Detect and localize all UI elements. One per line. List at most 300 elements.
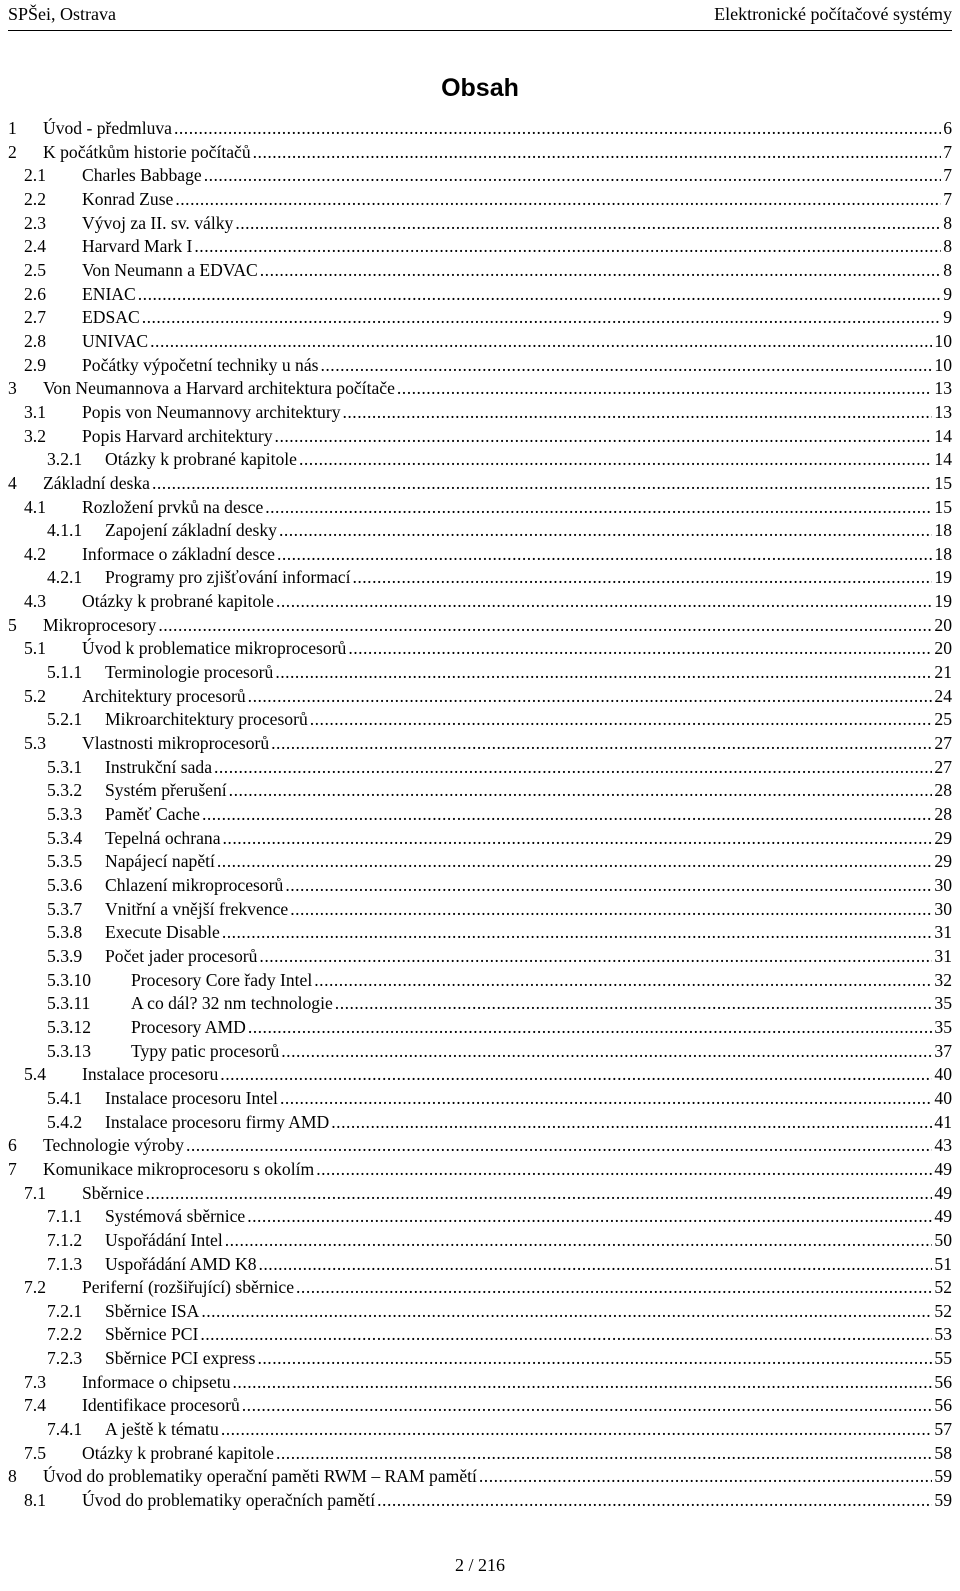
toc-entry-page: 7 (943, 188, 952, 209)
toc-entry-number: 5.3.4 (47, 827, 83, 848)
toc-entry-number: 5.1.1 (47, 662, 83, 683)
toc-entry-page: 8 (943, 259, 952, 280)
toc-entry-page: 15 (934, 472, 952, 493)
toc-entry-number: 5.3 (24, 733, 46, 754)
toc-entry-page: 13 (934, 378, 952, 399)
toc-entry-number: 5 (8, 614, 17, 635)
toc-entry-title: Procesory Core řady Intel (131, 969, 313, 990)
toc-entry-number: 3.2 (24, 425, 46, 446)
toc-entry[interactable] (8, 779, 956, 803)
toc-entry-number: 2.4 (24, 236, 46, 257)
toc-entry-title: Popis Harvard architektury (82, 425, 273, 446)
toc-entry[interactable] (8, 1040, 956, 1064)
toc-entry-title: Zapojení základní desky (105, 520, 277, 541)
toc-entry-title: Charles Babbage (82, 165, 202, 186)
toc-entry-title: Úvod do problematiky operačních pamětí (82, 1490, 376, 1511)
toc-entry-page: 52 (934, 1300, 952, 1321)
toc-entry-page: 37 (934, 1040, 952, 1061)
toc-dot-leader (248, 685, 933, 709)
toc-dot-leader (397, 377, 933, 401)
toc-entry-page: 31 (934, 945, 952, 966)
toc-dot-leader (321, 354, 933, 378)
toc-entry[interactable] (8, 1489, 956, 1513)
toc-dot-leader (275, 661, 932, 685)
toc-entry-title: Instalace procesoru (82, 1064, 219, 1085)
toc-entry[interactable] (8, 756, 956, 780)
toc-entry[interactable] (8, 425, 956, 449)
toc-dot-leader (281, 1040, 932, 1064)
toc-entry-number: 8 (8, 1466, 17, 1487)
toc-entry-number: 7.2.2 (47, 1324, 83, 1345)
toc-dot-leader (152, 472, 932, 496)
toc-entry-title: A co dál? 32 nm technologie (131, 993, 333, 1014)
toc-entry[interactable] (8, 614, 956, 638)
toc-dot-leader (214, 756, 932, 780)
toc-entry-title: Vývoj za II. sv. války (82, 212, 234, 233)
toc-entry-page: 55 (934, 1348, 952, 1369)
toc-dot-leader (235, 212, 941, 236)
page-title: Obsah (441, 74, 519, 102)
toc-entry-number: 2.2 (24, 188, 46, 209)
toc-entry-title: Počátky výpočetní techniky u nás (82, 354, 319, 375)
toc-entry[interactable] (8, 590, 956, 614)
toc-entry-number: 4.2 (24, 543, 46, 564)
toc-entry-page: 59 (934, 1490, 952, 1511)
toc-entry-page: 49 (934, 1182, 952, 1203)
toc-dot-leader (277, 543, 932, 567)
toc-entry-number: 7.5 (24, 1442, 46, 1463)
toc-entry-page: 15 (934, 496, 952, 517)
toc-entry-number: 5.3.2 (47, 780, 83, 801)
toc-entry-page: 18 (934, 520, 952, 541)
toc-entry[interactable] (8, 1347, 956, 1371)
toc-entry[interactable] (8, 992, 956, 1016)
toc-entry-number: 5.3.10 (47, 969, 91, 990)
toc-dot-leader (259, 1253, 933, 1277)
toc-dot-leader (186, 1134, 932, 1158)
toc-entry[interactable] (8, 921, 956, 945)
toc-entry-number: 5.4.1 (47, 1087, 83, 1108)
toc-entry-number: 3 (8, 378, 17, 399)
toc-entry-page: 35 (934, 993, 952, 1014)
toc-entry-number: 5.2 (24, 685, 46, 706)
toc-dot-leader (280, 1087, 932, 1111)
toc-entry-number: 5.3.7 (47, 898, 83, 919)
toc-entry[interactable] (8, 1465, 956, 1489)
toc-dot-leader (217, 850, 933, 874)
toc-entry-number: 7.3 (24, 1371, 46, 1392)
toc-entry-title: Architektury procesorů (82, 685, 246, 706)
toc-dot-leader (221, 1418, 933, 1442)
toc-entry-page: 52 (934, 1277, 952, 1298)
toc-dot-leader (310, 708, 933, 732)
toc-entry-page: 14 (934, 449, 952, 470)
header-left: SPŠei, Ostrava (8, 4, 116, 24)
toc-entry-page: 28 (934, 804, 952, 825)
page-header (0, 0, 960, 34)
toc-dot-leader (158, 614, 932, 638)
toc-entry-number: 7 (8, 1158, 17, 1179)
toc-dot-leader (229, 779, 933, 803)
toc-entry[interactable] (8, 188, 956, 212)
toc-dot-leader (200, 1323, 932, 1347)
toc-entry-number: 7.2.3 (47, 1348, 83, 1369)
toc-entry-page: 59 (934, 1466, 952, 1487)
toc-entry-page: 43 (934, 1135, 952, 1156)
toc-entry[interactable] (8, 1323, 956, 1347)
toc-entry[interactable] (8, 141, 956, 165)
toc-entry-number: 5.4 (24, 1064, 46, 1085)
toc-entry-page: 31 (934, 922, 952, 943)
toc-dot-leader (253, 141, 942, 165)
toc-entry-title: Rozložení prvků na desce (82, 496, 264, 517)
toc-entry-number: 5.3.3 (47, 804, 83, 825)
toc-dot-leader (222, 921, 933, 945)
toc-entry[interactable] (8, 1182, 956, 1206)
toc-entry-number: 4.3 (24, 591, 46, 612)
toc-entry-page: 27 (934, 756, 952, 777)
toc-entry[interactable] (8, 543, 956, 567)
toc-entry-number: 7.4.1 (47, 1419, 83, 1440)
toc-dot-leader (260, 259, 941, 283)
toc-entry-number: 2.1 (24, 165, 46, 186)
toc-dot-leader (138, 283, 941, 307)
toc-entry-title: Uspořádání Intel (105, 1229, 223, 1250)
toc-entry[interactable] (8, 1205, 956, 1229)
toc-dot-leader (247, 1205, 932, 1229)
toc-dot-leader (259, 945, 932, 969)
toc-entry[interactable] (8, 708, 956, 732)
toc-entry[interactable] (8, 354, 956, 378)
toc-entry-page: 19 (934, 591, 952, 612)
toc-entry-title: Otázky k probrané kapitole (82, 1442, 274, 1463)
toc-entry-number: 5.3.13 (47, 1040, 91, 1061)
toc-dot-leader (175, 188, 941, 212)
toc-entry-title: Informace o chipsetu (82, 1371, 231, 1392)
toc-entry-page: 27 (934, 733, 952, 754)
toc-dot-leader (146, 1182, 933, 1206)
toc-entry[interactable] (8, 566, 956, 590)
toc-entry[interactable] (8, 1442, 956, 1466)
toc-entry-title: UNIVAC (82, 330, 149, 351)
toc-entry[interactable] (8, 283, 956, 307)
header-rule (8, 30, 952, 31)
toc-entry-title: Instalace procesoru Intel (105, 1087, 278, 1108)
toc-entry-page: 35 (934, 1016, 952, 1037)
toc-entry-title: Otázky k probrané kapitole (105, 449, 297, 470)
toc-entry-title: Von Neumannova a Harvard architektura počítače (43, 378, 395, 399)
toc-entry-title: Vlastnosti mikroprocesorů (82, 733, 270, 754)
toc-dot-leader (276, 590, 932, 614)
toc-entry-number: 8.1 (24, 1490, 46, 1511)
toc-entry-title: Otázky k probrané kapitole (82, 591, 274, 612)
toc-entry-number: 4.1 (24, 496, 46, 517)
header-right: Elektronické počítačové systémy (714, 4, 952, 24)
toc-entry-page: 24 (934, 685, 952, 706)
toc-entry[interactable] (8, 259, 956, 283)
toc-entry[interactable] (8, 1087, 956, 1111)
toc-dot-leader (279, 519, 932, 543)
toc-entry-number: 5.3.5 (47, 851, 83, 872)
toc-dot-leader (242, 1394, 933, 1418)
toc-entry-page: 56 (934, 1395, 952, 1416)
toc-dot-leader (204, 164, 942, 188)
toc-entry-number: 4 (8, 472, 17, 493)
toc-dot-leader (285, 874, 932, 898)
toc-entry-number: 6 (8, 1135, 17, 1156)
toc-entry[interactable] (8, 898, 956, 922)
toc-dot-leader (223, 827, 933, 851)
toc-entry-number: 5.3.1 (47, 756, 83, 777)
toc-entry[interactable] (8, 519, 956, 543)
table-of-contents (8, 117, 956, 1513)
toc-entry-title: Typy patic procesorů (131, 1040, 280, 1061)
toc-entry-title: Počet jader procesorů (105, 945, 258, 966)
toc-entry[interactable] (8, 850, 956, 874)
toc-dot-leader (275, 425, 933, 449)
toc-entry-title: Instalace procesoru firmy AMD (105, 1111, 330, 1132)
toc-entry-number: 2.3 (24, 212, 46, 233)
toc-entry-page: 10 (934, 330, 952, 351)
toc-entry-title: Tepelná ochrana (105, 827, 221, 848)
toc-entry-number: 4.2.1 (47, 567, 83, 588)
toc-entry-title: Mikroprocesory (43, 614, 157, 635)
toc-entry[interactable] (8, 212, 956, 236)
toc-entry[interactable] (8, 448, 956, 472)
toc-entry-title: Instrukční sada (105, 756, 212, 777)
toc-entry[interactable] (8, 732, 956, 756)
toc-entry[interactable] (8, 1300, 956, 1324)
toc-entry[interactable] (8, 827, 956, 851)
toc-dot-leader (150, 330, 932, 354)
toc-entry-title: Execute Disable (105, 922, 220, 943)
toc-entry-number: 5.3.12 (47, 1016, 91, 1037)
toc-dot-leader (276, 1442, 932, 1466)
toc-entry-page: 20 (934, 638, 952, 659)
toc-entry[interactable] (8, 685, 956, 709)
toc-entry-page: 21 (934, 662, 952, 683)
toc-dot-leader (314, 969, 932, 993)
toc-entry-title: Sběrnice PCI (105, 1324, 199, 1345)
toc-entry-page: 30 (934, 875, 952, 895)
toc-entry[interactable] (8, 164, 956, 188)
toc-entry-number: 2.7 (24, 307, 46, 328)
toc-entry[interactable] (8, 472, 956, 496)
toc-entry-title: Terminologie procesorů (105, 662, 274, 683)
toc-entry-title: Informace o základní desce (82, 543, 275, 564)
toc-entry-number: 3.1 (24, 401, 46, 422)
toc-entry-title: EDSAC (82, 307, 140, 328)
toc-entry[interactable] (8, 1158, 956, 1182)
toc-entry-page: 18 (934, 543, 952, 564)
toc-dot-leader (343, 401, 933, 425)
toc-entry[interactable] (8, 235, 956, 259)
toc-entry-title: Harvard Mark I (82, 236, 193, 257)
toc-entry-title: Komunikace mikroprocesoru s okolím (43, 1158, 315, 1179)
toc-entry-page: 41 (934, 1111, 952, 1132)
toc-entry-number: 7.1.1 (47, 1206, 83, 1227)
toc-entry-number: 5.1 (24, 638, 46, 659)
toc-entry-title: Popis von Neumannovy architektury (82, 401, 341, 422)
toc-entry-page: 57 (934, 1419, 952, 1440)
toc-entry-number: 7.1 (24, 1182, 46, 1203)
toc-entry[interactable] (8, 945, 956, 969)
toc-entry[interactable] (8, 661, 956, 685)
toc-entry-title: Procesory AMD (131, 1016, 246, 1037)
toc-entry[interactable] (8, 1371, 956, 1395)
toc-entry-page: 7 (943, 141, 952, 162)
toc-entry-number: 5.3.6 (47, 875, 83, 895)
toc-entry[interactable] (8, 1276, 956, 1300)
toc-entry-page: 40 (934, 1064, 952, 1085)
toc-entry-page: 13 (934, 401, 952, 422)
toc-entry[interactable] (8, 496, 956, 520)
toc-entry-page: 29 (934, 827, 952, 848)
toc-entry-page: 29 (934, 851, 952, 872)
toc-dot-leader (220, 1063, 932, 1087)
toc-entry[interactable] (8, 306, 956, 330)
toc-entry[interactable] (8, 803, 956, 827)
toc-entry-title: Identifikace procesorů (82, 1395, 240, 1416)
toc-entry-title: Vnitřní a vnější frekvence (105, 898, 289, 919)
toc-entry[interactable] (8, 1418, 956, 1442)
toc-entry-title: Technologie výroby (43, 1135, 184, 1156)
page-number: 2 / 216 (454, 1555, 505, 1575)
toc-entry[interactable] (8, 1253, 956, 1277)
toc-entry[interactable] (8, 1229, 956, 1253)
toc-entry-number: 5.3.9 (47, 945, 83, 966)
toc-dot-leader (233, 1371, 933, 1395)
toc-entry-number: 3.2.1 (47, 449, 83, 470)
toc-entry-title: Sběrnice ISA (105, 1300, 200, 1321)
toc-entry-page: 50 (934, 1229, 952, 1250)
toc-entry-title: Sběrnice PCI express (105, 1348, 256, 1369)
toc-entry-page: 28 (934, 780, 952, 801)
toc-entry-number: 4.1.1 (47, 520, 83, 541)
toc-entry[interactable] (8, 401, 956, 425)
toc-dot-leader (296, 1276, 932, 1300)
toc-entry-page: 49 (934, 1158, 952, 1179)
toc-entry[interactable] (8, 377, 956, 401)
toc-dot-leader (202, 803, 932, 827)
toc-entry-page: 32 (934, 969, 952, 990)
toc-entry-title: Von Neumann a EDVAC (82, 259, 258, 280)
toc-dot-leader (194, 235, 941, 259)
toc-entry-number: 7.2 (24, 1277, 46, 1298)
toc-dot-leader (265, 496, 932, 520)
toc-entry-number: 2.6 (24, 283, 46, 304)
toc-entry[interactable] (8, 117, 956, 141)
toc-dot-leader (352, 566, 932, 590)
toc-entry-page: 49 (934, 1206, 952, 1227)
toc-entry-number: 5.2.1 (47, 709, 83, 730)
toc-entry-number: 7.1.2 (47, 1229, 83, 1250)
toc-entry-title: Paměť Cache (105, 804, 200, 825)
toc-entry[interactable] (8, 330, 956, 354)
toc-entry[interactable] (8, 637, 956, 661)
toc-dot-leader (316, 1158, 932, 1182)
toc-dot-leader (331, 1111, 932, 1135)
toc-entry[interactable] (8, 874, 956, 898)
toc-entry-page: 9 (943, 283, 952, 304)
toc-entry-title: Úvod - předmluva (43, 118, 172, 138)
toc-entry-title: Systém přerušení (105, 780, 227, 801)
toc-entry-page: 58 (934, 1442, 952, 1463)
toc-entry-page: 9 (943, 307, 952, 328)
toc-entry-number: 2.5 (24, 259, 46, 280)
toc-entry-page: 19 (934, 567, 952, 588)
toc-entry-number: 2.9 (24, 354, 46, 375)
toc-dot-leader (479, 1465, 933, 1489)
toc-entry-number: 5.4.2 (47, 1111, 83, 1132)
toc-entry-number: 1 (8, 118, 17, 138)
toc-entry-title: Programy pro zjišťování informací (105, 567, 351, 588)
toc-entry[interactable] (8, 969, 956, 993)
toc-entry-number: 5.3.8 (47, 922, 83, 943)
toc-dot-leader (271, 732, 932, 756)
toc-entry-number: 2.8 (24, 330, 46, 351)
toc-entry-page: 25 (934, 709, 952, 730)
toc-entry-title: A ještě k tématu (105, 1419, 219, 1440)
toc-entry-page: 40 (934, 1087, 952, 1108)
toc-entry-number: 5.3.11 (47, 993, 91, 1014)
toc-entry-page: 51 (934, 1253, 952, 1274)
toc-entry-number: 7.2.1 (47, 1300, 83, 1321)
toc-entry-page: 56 (934, 1371, 952, 1392)
toc-dot-leader (290, 898, 932, 922)
toc-dot-leader (377, 1489, 932, 1513)
toc-dot-leader (248, 1016, 933, 1040)
toc-entry-page: 30 (934, 898, 952, 919)
toc-entry-title: ENIAC (82, 283, 136, 304)
toc-entry-page: 8 (943, 236, 952, 257)
toc-entry-number: 7.1.3 (47, 1253, 83, 1274)
toc-entry-title: Napájecí napětí (105, 851, 215, 872)
toc-dot-leader (348, 637, 932, 661)
toc-entry-page: 8 (943, 212, 952, 233)
toc-entry-page: 7 (943, 165, 952, 186)
toc-dot-leader (335, 992, 933, 1016)
toc-dot-leader (174, 117, 941, 141)
toc-dot-leader (225, 1229, 933, 1253)
toc-entry-number: 2 (8, 141, 17, 162)
toc-entry[interactable] (8, 1111, 956, 1135)
toc-entry[interactable] (8, 1016, 956, 1040)
toc-entry-page: 20 (934, 614, 952, 635)
toc-entry-page: 14 (934, 425, 952, 446)
toc-entry-number: 7.4 (24, 1395, 46, 1416)
toc-entry[interactable] (8, 1134, 956, 1158)
toc-entry[interactable] (8, 1394, 956, 1418)
toc-entry-page: 6 (943, 118, 952, 138)
toc-entry-title: Systémová sběrnice (105, 1206, 246, 1227)
toc-entry-title: Mikroarchitektury procesorů (105, 709, 308, 730)
toc-dot-leader (201, 1300, 932, 1324)
toc-entry-title: Chlazení mikroprocesorů (105, 875, 284, 895)
toc-entry[interactable] (8, 1063, 956, 1087)
toc-entry-title: Sběrnice (82, 1182, 144, 1203)
toc-dot-leader (258, 1347, 933, 1371)
toc-entry-title: Základní deska (43, 472, 150, 493)
toc-dot-leader (299, 448, 932, 472)
toc-entry-title: K počátkům historie počítačů (43, 141, 251, 162)
toc-entry-page: 53 (934, 1324, 952, 1345)
toc-entry-title: Konrad Zuse (82, 188, 174, 209)
toc-entry-title: Úvod k problematice mikroprocesorů (82, 638, 347, 659)
toc-entry-title: Úvod do problematiky operační paměti RWM – RAM pamětí (43, 1466, 477, 1487)
toc-entry-title: Uspořádání AMD K8 (105, 1253, 257, 1274)
toc-entry-page: 10 (934, 354, 952, 375)
